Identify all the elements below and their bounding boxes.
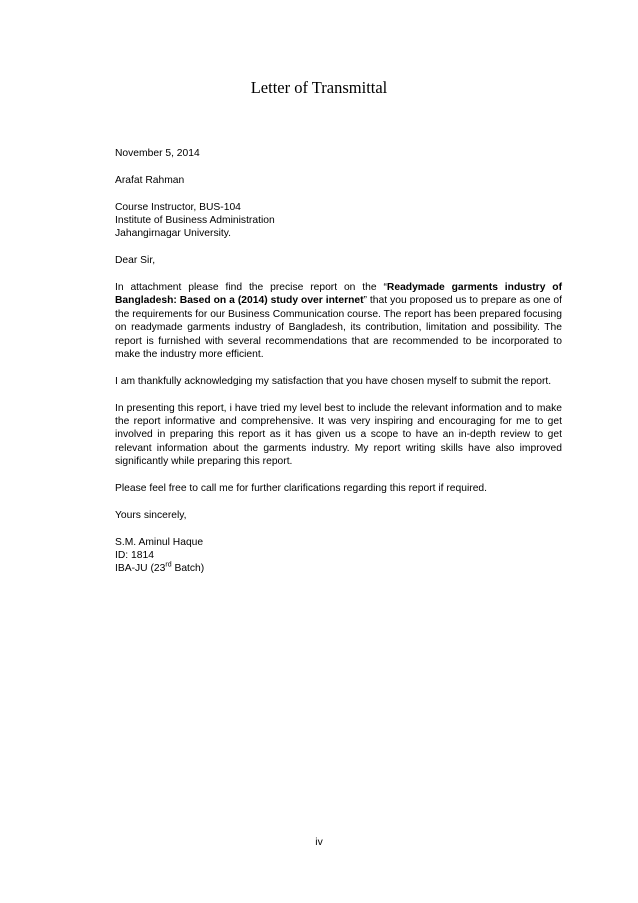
closing: Yours sincerely, — [115, 509, 187, 521]
sender-block — [115, 536, 562, 576]
recipient-position: Course Instructor, BUS-104 — [115, 201, 241, 213]
recipient-institute: Institute of Business Administration — [115, 215, 275, 226]
sender-id: ID: 1814 — [115, 550, 154, 562]
sender-batch — [115, 562, 562, 575]
sender-batch-prefix: IBA-JU (23 — [115, 563, 166, 575]
recipient-university: Jahangirnagar University. — [115, 228, 231, 240]
paragraph-attachment — [115, 281, 562, 361]
sender-batch-ordinal: rd — [165, 562, 172, 570]
sender-batch-suffix: Batch) — [171, 563, 205, 575]
document-title: Letter of Transmittal — [250, 78, 388, 97]
salutation: Dear Sir, — [115, 255, 156, 267]
letter-body — [115, 147, 562, 589]
paragraph-attachment-intro: In attachment please find the precise report on the “ — [115, 282, 387, 293]
paragraph-attachment-rest: ” that you proposed us to prepare as one of the requirements for our Business Communication course. The report has been prepared focusing on readymade garments industry of Bangladesh, its contribution, limitation and possibility. The report is furnished with several recommendations that are recommended to be incorporated to make the industry more efficient. — [115, 295, 562, 361]
recipient-block — [115, 201, 562, 241]
paragraph-presenting: In presenting this report, i have tried my level best to include the relevant information and to make the report informative and comprehensive. It was very inspiring and encouraging for me to get involved in preparing this report as it has given us a scope to have an in-depth review to get relevant information about the garments industry. My report writing skills have also improved significantly while preparing this report. — [115, 402, 562, 468]
sender-name: S.M. Aminul Haque — [115, 536, 204, 548]
letter-date: November 5, 2014 — [115, 148, 200, 159]
paragraph-acknowledgement: I am thankfully acknowledging my satisfaction that you have chosen myself to submit the report. — [115, 375, 552, 387]
page-number: iv — [315, 837, 323, 848]
recipient-name: Arafat Rahman — [115, 174, 185, 186]
report-title-bold: Readymade garments industry of Bangladesh: Based on a (2014) study over internet — [115, 282, 563, 307]
paragraph-clarifications: Please feel free to call me for further clarifications regarding this report if required. — [115, 483, 488, 495]
